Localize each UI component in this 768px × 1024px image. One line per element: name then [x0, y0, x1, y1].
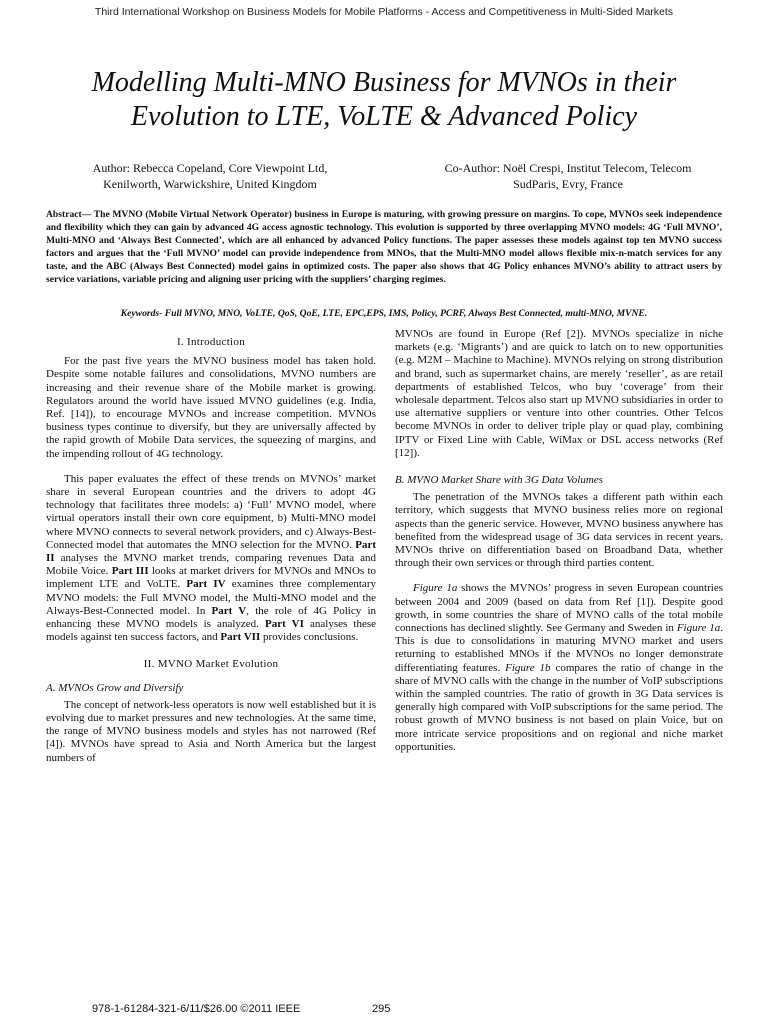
right-paragraph-3-text-c: compares the ratio of change in the share of MVNO calls with the change in the number of VoIP subscriptions within the sampled countries. The ratio of growth in 3G Data services is generally high compared with VoIP subscriptions for the same period. The robust growth of MVNO business is not based on plain Voice, but on more intricate service propositions and on regional and niche market opportunities. — [395, 661, 723, 753]
title-line-1: Modelling Multi-MNO Business for MVNOs in their — [91, 67, 677, 98]
right-paragraph-3-text-b: . This is due to consolidations in maturing MVNO market and users returning to established MNOs if the MVNOs no longer demonstrate differentiating features. — [395, 622, 724, 674]
right-paragraph-2: The penetration of the MVNOs takes a different path within each territory, which suggests that MVNO business relies more on regional aspects than the generic service. However, MVNO business anywhere has benefited from the widespread usage of 3G data services in recent years. MVNOs thrive on differentiation based on Broadband Data, whether through their own services or through third parties content. — [395, 491, 723, 570]
keywords: Keywords- Full MVNO, MNO, VoLTE, QoS, QoE, LTE, EPC,EPS, IMS, Policy, PCRF, Always Best Connected, multi-MNO, MVNE. — [120, 308, 648, 319]
intro-text-part6: analyses these models against ten success factors, and — [46, 618, 376, 644]
author-co-line-2: SudParis, Evry, France — [513, 177, 623, 191]
figure-ref-1a-second: Figure 1a — [676, 622, 721, 635]
market-paragraph-1: The concept of network-less operators is now well established but it is evolving due to market pressures and new technologies. At the same time, the range of MVNO business models and styles has not narrowed (Ref [4]). MVNOs have spread to Asia and North America but the largest numbers of — [46, 698, 376, 764]
title-line-2: Evolution to LTE, VoLTE & Advanced Policy — [130, 101, 638, 132]
author-primary — [60, 160, 360, 192]
subsection-heading-grow-diversify: A. MVNOs Grow and Diversify — [46, 681, 184, 694]
author-co — [408, 160, 728, 192]
ref-part-3: Part III — [111, 565, 149, 578]
ref-part-7: Part VII — [220, 631, 261, 644]
intro-text-part5: , the role of 4G Policy in enhancing these MVNO models is analyzed. — [46, 604, 376, 631]
author-block — [40, 160, 740, 200]
right-paragraph-1: MVNOs are found in Europe (Ref [2]). MVNOs specialize in niche markets (e.g. ‘Migrants’) and are quick to latch on to new opportunities (e.g. M2M – Machine to Machine). MVNOs relying on strong distribution and brand, such as supermarket chains, are merely ‘reseller’, as are retail departments of established Telcos, who buy ‘coverage’ from their wholesale department. Telcos also start up MVNO subsidiaries in order to use alternative suppliers or venture into other countries. Other Telcos become MVNOs in order to deliver triple play or quad play, combining IPTV or Fixed Line with Cable, WiMax or DSL access networks (Ref [12]). — [395, 328, 723, 459]
author-co-line-1: Co-Author: Noël Crespi, Institut Telecom, Telecom — [444, 161, 692, 175]
intro-text-part3: looks at market drivers for MVNOs and MNOs to implement LTE and VoLTE. — [46, 565, 377, 591]
right-paragraph-3 — [395, 582, 723, 754]
intro-paragraph-1: For the past five years the MVNO business model has taken hold. Despite some notable failures and consolidations, MVNO numbers are increasing and their revenue share of the Mobile market is growing. Regulators around the world have issued MVNO guidelines (e.g. India, Ref. [14]), to encourage MVNOs and increase competition. MVNOs business types continue to diversify, but they are universally affected by the rapid growth of Mobile Data services, the squeezing of margins, and the impending rollout of 4G technology. — [46, 355, 376, 460]
ref-part-6: Part VI — [265, 618, 304, 631]
right-paragraph-3-text-a: shows the MVNOs’ progress in seven European countries between 2004 and 2009 (based on data from Ref [1]). Despite good growth, in some countries the share of MVNO calls of the total mobile connections has declined slightly. See Germany and Sweden in — [395, 582, 723, 635]
figure-ref-1b: Figure 1b — [505, 661, 551, 674]
left-column — [46, 328, 376, 765]
subsection-heading-market-share: B. MVNO Market Share with 3G Data Volumes — [395, 474, 603, 487]
section-heading-introduction: I. Introduction — [176, 336, 246, 348]
author-primary-line-2: Kenilworth, Warwickshire, United Kingdom — [103, 177, 317, 191]
intro-text-part7: provides conclusions. — [260, 631, 359, 644]
intro-paragraph-2 — [46, 473, 376, 645]
footer-isbn: 978-1-61284-321-6/11/$26.00 ©2011 IEEE — [92, 1003, 301, 1015]
intro-paragraph-2-text: This paper evaluates the effect of these trends on MVNOs’ market share in several European countries and the drivers to adopt 4G technology that facilitates three models: a) ‘Full’ MVNO model, where virtual operators install their own core equipment, b) Multi-MNO model where MVNO connects to several network providers, and c) Always-Best-Connected model that automates the MNO selection for the MVNO. — [46, 472, 376, 551]
paper-title — [40, 66, 728, 134]
ref-part-5: Part V — [211, 604, 247, 617]
abstract: Abstract— The MVNO (Mobile Virtual Network Operator) business in Europe is maturing, with growing pressure on margins. To cope, MVNOs seek independence and flexibility which they can gain by advanced 4G access agnostic technology. This evolution is supported by three overlapping MVNO models: 4G ‘Full MVNO’, Multi-MNO and ‘Always Best Connected’, which are all enhanced by advanced Policy functions. The paper assesses these models against top ten MVNO success factors and argues that the ‘Full MVNO’ model can provide independence from MNOs, that the Multi-MNO model allows flexible mix-n-match services for any taste, and the ABC (Always Best Connected) model gains in optimized costs. The paper also shows that 4G Policy enhances MVNO’s ability to attract users by service variations, variable pricing and aligning user pricing with the suppliers’ charging regimes. — [46, 209, 722, 285]
running-header: Third International Workshop on Business Models for Mobile Platforms - Access and Competitiveness in Multi-Sided Markets — [94, 6, 674, 18]
right-column — [395, 328, 723, 754]
author-primary-line-1: Author: Rebecca Copeland, Core Viewpoint Ltd, — [92, 161, 328, 175]
figure-ref-1a: Figure 1a — [413, 582, 458, 595]
ref-part-2: Part II — [46, 538, 376, 565]
intro-text-part4: examines three complementary MVNO models: the Full MVNO model, the Multi-MNO model and the Always-Best-Connected model. In — [46, 578, 376, 617]
ref-part-4: Part IV — [186, 578, 226, 591]
section-heading-market-evolution: II. MVNO Market Evolution — [143, 658, 279, 671]
intro-text-part2: analyses the MVNO market trends, comparing revenues Data and Mobile Voice. — [46, 552, 376, 578]
page-number: 295 — [372, 1003, 391, 1015]
